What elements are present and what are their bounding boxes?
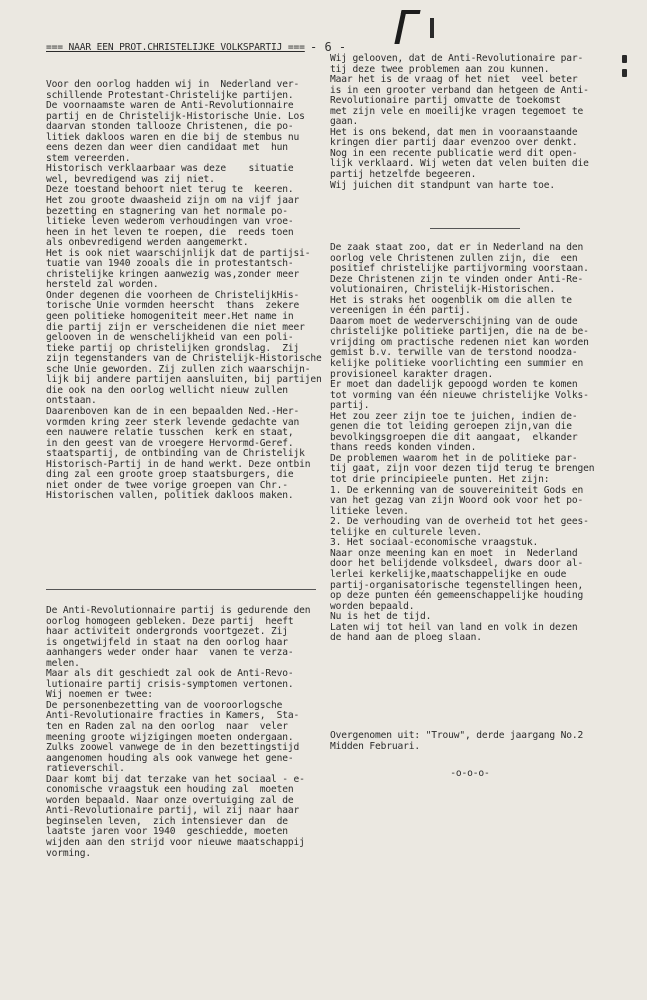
ink-mark (394, 10, 420, 44)
text-line: als onbevredigend werden aangemerkt. (46, 237, 249, 249)
text-line: Daar komt bij dat terzake van het sociaal - e- (46, 773, 305, 785)
text-line: door het belijdende volksdeel, dwars door al- (330, 558, 584, 570)
text-line: Laten wij tot heil van land en volk in dezen (330, 621, 578, 633)
text-line: haar activiteit ondergronds voortgezet. Zij (46, 626, 288, 638)
text-line: een nauwere relatie tusschen kerk en staat, (46, 427, 294, 439)
section-divider-right (430, 228, 520, 229)
source-line: Overgenomen uit: "Trouw", derde jaargang No.2 (330, 730, 584, 741)
text-line: Daarenboven kan de in een bepaalden Ned.-Her- (46, 405, 300, 417)
text-line: Het is ons bekend, dat men in vooraanstaande (330, 126, 578, 138)
text-line: bezetting en stagnering van het normale po- (46, 205, 288, 217)
text-line: De personenbezetting van de vooroorlogsche (46, 699, 283, 711)
text-line: met zijn vele en moeilijke vragen tegemoet te (330, 105, 584, 117)
text-line: 1. De erkenning van de souvereiniteit Gods en (330, 484, 584, 496)
text-line: partij en de Christelijk-Historische Unie. Los (46, 110, 305, 122)
text-line: wijden aan den strijd voor nieuwe maatschappij (46, 837, 305, 849)
section-divider-left (46, 589, 316, 590)
text-line: heen in het leven te roepen, die reeds toen (46, 226, 294, 238)
text-line: tij deze twee problemen aan zou kunnen. (330, 63, 550, 75)
text-line: Naar onze meening kan en moet in Nederland (330, 547, 578, 559)
text-line: Het is ook niet waarschijnlijk dat de partijsi- (46, 247, 311, 259)
text-line: vormden kring zeer sterk levende gedachte van (46, 416, 300, 428)
text-line: Het zou zeer zijn toe te juichen, indien de- (330, 410, 578, 422)
text-line: Er moet dan dadelijk gepoogd worden te komen (330, 379, 578, 391)
text-line: partij-organisatorische tegenstellingen heen, (330, 579, 584, 591)
text-line: gaan. (330, 116, 359, 128)
left-section-1 (46, 79, 322, 502)
text-line: Voor den oorlog hadden wij in Nederland ver- (46, 79, 300, 90)
text-line: stem vereerden. (46, 152, 131, 164)
text-line: provisioneel karakter dragen. (330, 368, 494, 380)
text-line: de hand aan de ploeg slaan. (330, 632, 482, 644)
text-line: die partij zijn er verscheidenen die niet meer (46, 321, 305, 333)
text-line: sche Unie geworden. Zij zullen zich waarschijn- (46, 363, 311, 375)
text-line: genen die tot leiding geroepen zijn,van die (330, 421, 572, 433)
text-line: Anti-Revolutionaire fracties in Kamers, Sta- (46, 710, 300, 722)
text-line: torische Unie vormden heerscht thans zekere (46, 300, 300, 312)
text-line: lijk verklaard. Wij weten dat velen buiten die (330, 158, 589, 170)
text-line: 2. De verhouding van de overheid tot het gees- (330, 516, 589, 528)
text-line: Nog in een recente publicatie werd dit open- (330, 147, 578, 159)
text-line: tieke partij op christelijken grondslag. Zij (46, 342, 300, 354)
text-line: tot vorming van één nieuwe christelijke Volks- (330, 389, 589, 401)
text-line: meening groote wijzigingen moeten ondergaan. (46, 731, 294, 743)
text-line: Het is straks het oogenblik om die allen te (330, 294, 572, 306)
text-line: Wij noemen er twee: (46, 689, 153, 701)
text-line: kelijke politieke voorlichting een summier en (330, 358, 584, 370)
text-line: melen. (46, 657, 80, 669)
text-line: Deze toestand behoort niet terug te keeren. (46, 184, 294, 196)
text-line: staatspartij, de ontbinding van de Christelijk (46, 448, 305, 460)
text-line: christelijke kringen aanwezig was,zonder meer (46, 268, 300, 280)
text-line: is in een grooter verband dan hetgeen de Anti- (330, 84, 589, 96)
text-line: Anti-Revolutionaire partij, wil zij naar haar (46, 805, 300, 817)
text-line: Wij juichen dit standpunt van harte toe. (330, 179, 556, 191)
text-line: partij. (330, 400, 370, 412)
text-line: positief christelijke partijvorming voorstaan. (330, 263, 589, 275)
text-line: vereenigen in één partij. (330, 305, 471, 317)
text-line: is ongetwijfeld in staat na den oorlog haar (46, 636, 288, 648)
text-line: litieke leven wederom verhoudingen van vroe- (46, 216, 294, 228)
article-heading: === NAAR EEN PROT.CHRISTELIJKE VOLKSPARTIJ === (46, 42, 305, 53)
text-line: lerlei kerkelijke,maatschappelijke en oude (330, 568, 567, 580)
text-line: Historisch-Partij in de hand werkt. Deze ontbin (46, 458, 311, 470)
text-line: telijke en culturele leven. (330, 526, 482, 538)
text-line: De zaak staat zoo, dat er in Nederland na den (330, 242, 584, 253)
text-line: beginselen leven, zich intensiever dan de (46, 815, 288, 827)
text-line: op deze punten één gemeenschappelijke houding (330, 590, 584, 602)
text-line: gelooven in de wenschelijkheid van een poli- (46, 332, 294, 344)
ink-mark-2 (430, 18, 434, 38)
end-mark: -o-o-o- (450, 768, 490, 779)
text-line: wel, bevredigend was zij niet. (46, 173, 215, 185)
text-line: lutionaire partij crisis-symptomen vertonen. (46, 678, 294, 690)
text-line: litieke leven. (330, 505, 409, 517)
source-line: Midden Februari. (330, 740, 421, 752)
text-line: oorlog homogeen gebleken. Deze partij heeft (46, 615, 294, 627)
text-line: eens dezen dan weer dien candidaat met hun (46, 142, 288, 154)
text-line: Zulks zoowel vanwege de in den bezettingstijd (46, 742, 300, 754)
text-line: Maar het is de vraag of het niet veel beter (330, 74, 578, 86)
text-line: tij gaat, zijn voor dezen tijd terug te brengen (330, 463, 595, 475)
text-line: ten en Raden zal na den oorlog naar veler (46, 721, 288, 733)
text-line: worden bepaald. (330, 600, 415, 612)
text-line: daarvan stonden tallooze Christenen, die po- (46, 121, 294, 133)
text-line: aangenomen houding als ook vanwege het gene- (46, 752, 294, 764)
text-line: tot drie principieele punten. Het zijn: (330, 474, 550, 486)
text-line: Historischen vallen, politiek dakloos maken. (46, 490, 294, 502)
text-line: Maar als dit geschiedt zal ook de Anti-Revo- (46, 668, 294, 680)
left-section-2 (46, 606, 318, 859)
text-line: aanhangers weder onder haar vanen te verza- (46, 647, 294, 659)
text-line: kringen dier partij daar evenzoo over denkt. (330, 137, 578, 149)
text-line: Revolutionaire partij omvatte de toekomst (330, 95, 561, 107)
text-line: gemist b.v. terwille van de terstond noodza- (330, 347, 578, 359)
right-section-1 (330, 54, 626, 191)
page-number: - 6 - (310, 40, 347, 54)
text-line: De Anti-Revolutionnaire partij is gedurende den (46, 605, 311, 616)
text-line: partij hetzelfde begeeren. (330, 169, 477, 181)
text-line: conomische vraagstuk een houding zal moeten (46, 784, 294, 796)
text-line: 3. Het sociaal-economische vraagstuk. (330, 537, 539, 549)
text-line: lijk bij andere partijen aansluiten, bij partijen (46, 374, 322, 386)
text-line: thans reeds konden vinden. (330, 442, 477, 454)
source-note (330, 731, 626, 752)
text-line: ratieverschil. (46, 763, 125, 775)
text-line: De voornaamste waren de Anti-Revolutionnaire (46, 100, 294, 112)
text-line: die ook na den oorlog wellicht nieuw zullen (46, 384, 288, 396)
text-line: tuatie van 1940 zooals die in protestantsch- (46, 258, 294, 270)
text-line: volutionairen, Christelijk-Historischen. (330, 284, 556, 296)
text-line: schillende Protestant-Christelijke partijen. (46, 89, 294, 101)
text-line: vorming. (46, 847, 92, 859)
text-line: in den geest van de vroegere Hervormd-Geref. (46, 437, 294, 449)
text-line: litiek dakloos waren en die bij de stembus nu (46, 131, 300, 143)
text-line: Historisch verklaarbaar was deze situatie (46, 163, 294, 175)
text-line: hersteld zal worden. (46, 279, 159, 291)
text-line: laatste jaren voor 1940 geschiedde, moeten (46, 826, 288, 838)
text-line: Daarom moet de wederverschijning van de oude (330, 315, 578, 327)
text-line: oorlog vele Christenen zullen zijn, die een (330, 252, 578, 264)
text-line: worden bepaald. Naar onze overtuiging zal de (46, 794, 294, 806)
text-line: Deze Christenen zijn te vinden onder Anti-Re- (330, 273, 584, 285)
text-line: geen politieke homogeniteit meer.Het name in (46, 311, 294, 323)
text-line: bevolkingsgroepen die dit aangaat, elkander (330, 431, 578, 443)
text-line: niet onder de twee vorige groepen van Chr.- (46, 479, 288, 491)
text-line: vrijding om practische redenen niet kan worden (330, 336, 589, 348)
text-line: Nu is het de tijd. (330, 611, 432, 623)
right-section-2 (330, 243, 626, 644)
text-line: De problemen waarom het in de politieke par- (330, 452, 578, 464)
text-line: christelijke politieke partijen, die na de be- (330, 326, 589, 338)
text-line: ding zal een groote groep staatsburgers, die (46, 469, 294, 481)
text-line: zijn tegenstanders van de Christelijk-Historische (46, 353, 322, 365)
text-line: Het zou groote dwaasheid zijn om na vijf jaar (46, 195, 300, 207)
text-line: Wij gelooven, dat de Anti-Revolutionaire par- (330, 53, 584, 64)
text-line: Onder degenen die voorheen de ChristelijkHis- (46, 289, 300, 301)
text-line: ontstaan. (46, 395, 97, 407)
text-line: van het gezag van zijn Woord ook voor het po- (330, 495, 584, 507)
